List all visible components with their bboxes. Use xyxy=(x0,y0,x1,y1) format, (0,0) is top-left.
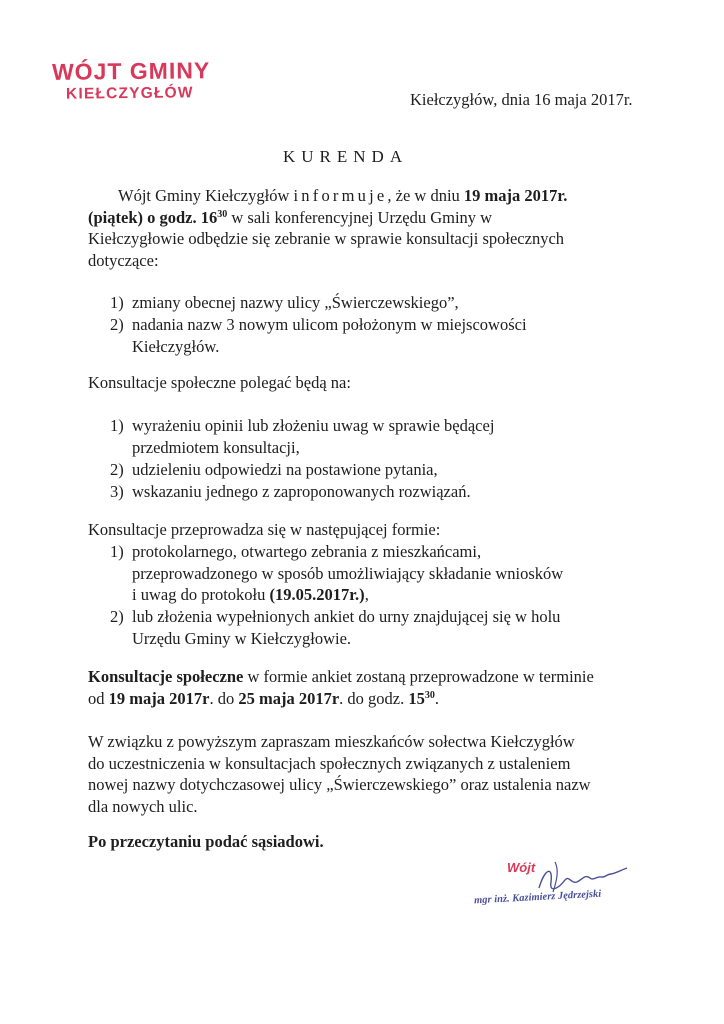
intro-paragraph xyxy=(88,185,567,271)
list-text: wyrażeniu opinii lub złożeniu uwag w sprawie będącej xyxy=(132,416,495,435)
list-number: 2) xyxy=(110,315,124,334)
intro-line-4: dotyczące: xyxy=(88,250,159,270)
survey-bold-text: Konsultacje społeczne xyxy=(88,667,244,686)
survey-end-date: 25 maja 2017r xyxy=(238,688,340,708)
list1-item-2 xyxy=(110,314,527,356)
intro-spaced-word: informuje xyxy=(293,186,388,205)
list-number: 2) xyxy=(110,607,124,626)
list-text: przedmiotem konsultacji, xyxy=(132,437,300,457)
survey-text: od xyxy=(88,688,109,708)
list-text: wskazaniu jednego z zaproponowanych rozwiązań. xyxy=(132,482,471,501)
list-text: udzieleniu odpowiedzi na postawione pytania, xyxy=(132,460,438,479)
list-number: 2) xyxy=(110,460,124,479)
closing-line: Po przeczytaniu podać sąsiadowi. xyxy=(88,832,324,851)
invite-line: dla nowych ulic. xyxy=(88,796,198,816)
list-text-part: , xyxy=(364,585,369,604)
stamp-line-2: KIEŁCZYGŁÓW xyxy=(65,84,194,103)
list-text: lub złożenia wypełnionych ankiet do urny znajdującej się w holu xyxy=(132,607,561,626)
protocol-date: (19.05.2017r.) xyxy=(269,585,365,604)
document-title: KURENDA xyxy=(283,147,409,166)
survey-text: w formie ankiet zostaną przeprowadzone w terminie xyxy=(243,667,594,686)
invite-line: W związku z powyższym zapraszam mieszkańców sołectwa Kiełczygłów xyxy=(88,732,575,751)
list-text: Kiełczygłów. xyxy=(132,336,220,356)
invite-paragraph xyxy=(88,731,591,817)
intro-text: Wójt Gminy Kiełczygłów xyxy=(118,186,294,205)
survey-line-2 xyxy=(88,688,594,710)
meeting-time-minutes: 30 xyxy=(217,208,228,220)
list-text: zmiany obecnej nazwy ulicy „Świerczewskiego”, xyxy=(132,293,459,312)
intro-line-2 xyxy=(88,207,567,229)
meeting-time: (piątek) o godz. 16 xyxy=(88,207,218,227)
list-text xyxy=(132,584,369,606)
list-text: przeprowadzonego w sposób umożliwiający składanie wniosków xyxy=(132,563,564,583)
list3-item-2 xyxy=(110,606,561,648)
invite-line: nowej nazwy dotychczasowej ulicy „Świerczewskiego” oraz ustalenia nazw xyxy=(88,775,591,794)
meeting-date: 19 maja 2017r. xyxy=(463,186,568,205)
invite-line: do uczestniczenia w konsultacjach społecznych związanych z ustaleniem xyxy=(88,753,571,773)
survey-text: . do godz. xyxy=(339,688,409,708)
list-text-part: i uwag do protokołu xyxy=(132,585,270,604)
consult-heading: Konsultacje społeczne polegać będą na: xyxy=(88,373,351,392)
list2-item-1 xyxy=(110,415,495,457)
intro-line-3: Kiełczygłowie odbędzie się zebranie w sprawie konsultacji społecznych xyxy=(88,229,565,248)
list-text: nadania nazw 3 nowym ulicom położonym w miejscowości xyxy=(132,315,527,334)
list1-item-1 xyxy=(110,292,459,314)
list2-item-2 xyxy=(110,459,438,481)
intro-line-1 xyxy=(88,185,567,207)
intro-text: , że w dniu xyxy=(387,186,464,205)
form-heading: Konsultacje przeprowadza się w następującej formie: xyxy=(88,520,441,539)
list2-item-3 xyxy=(110,481,471,503)
list-number: 1) xyxy=(110,293,124,312)
list-text: Urzędu Gminy w Kiełczygłowie. xyxy=(132,628,352,648)
survey-end-hour: 15 xyxy=(408,688,425,708)
survey-text: . do xyxy=(209,688,239,708)
survey-line-1 xyxy=(88,666,594,688)
list-number: 1) xyxy=(110,542,124,561)
survey-text: . xyxy=(434,688,439,708)
survey-start-date: 19 maja 2017r xyxy=(108,688,210,708)
signature-name: mgr inż. Kazimierz Jędrzejski xyxy=(473,888,602,907)
signature-title: Wójt xyxy=(507,860,536,875)
list-number: 1) xyxy=(110,416,124,435)
stamp-line-1: WÓJT GMINY xyxy=(51,57,211,85)
intro-text: w sali konferencyjnej Urzędu Gminy w xyxy=(227,207,493,227)
survey-paragraph xyxy=(88,666,594,709)
survey-end-minutes: 30 xyxy=(424,689,435,701)
list3-item-1 xyxy=(110,541,564,604)
list-number: 3) xyxy=(110,482,124,501)
list-text: protokolarnego, otwartego zebrania z mieszkańcami, xyxy=(132,542,482,561)
date-line: Kiełczygłów, dnia 16 maja 2017r. xyxy=(410,90,633,109)
